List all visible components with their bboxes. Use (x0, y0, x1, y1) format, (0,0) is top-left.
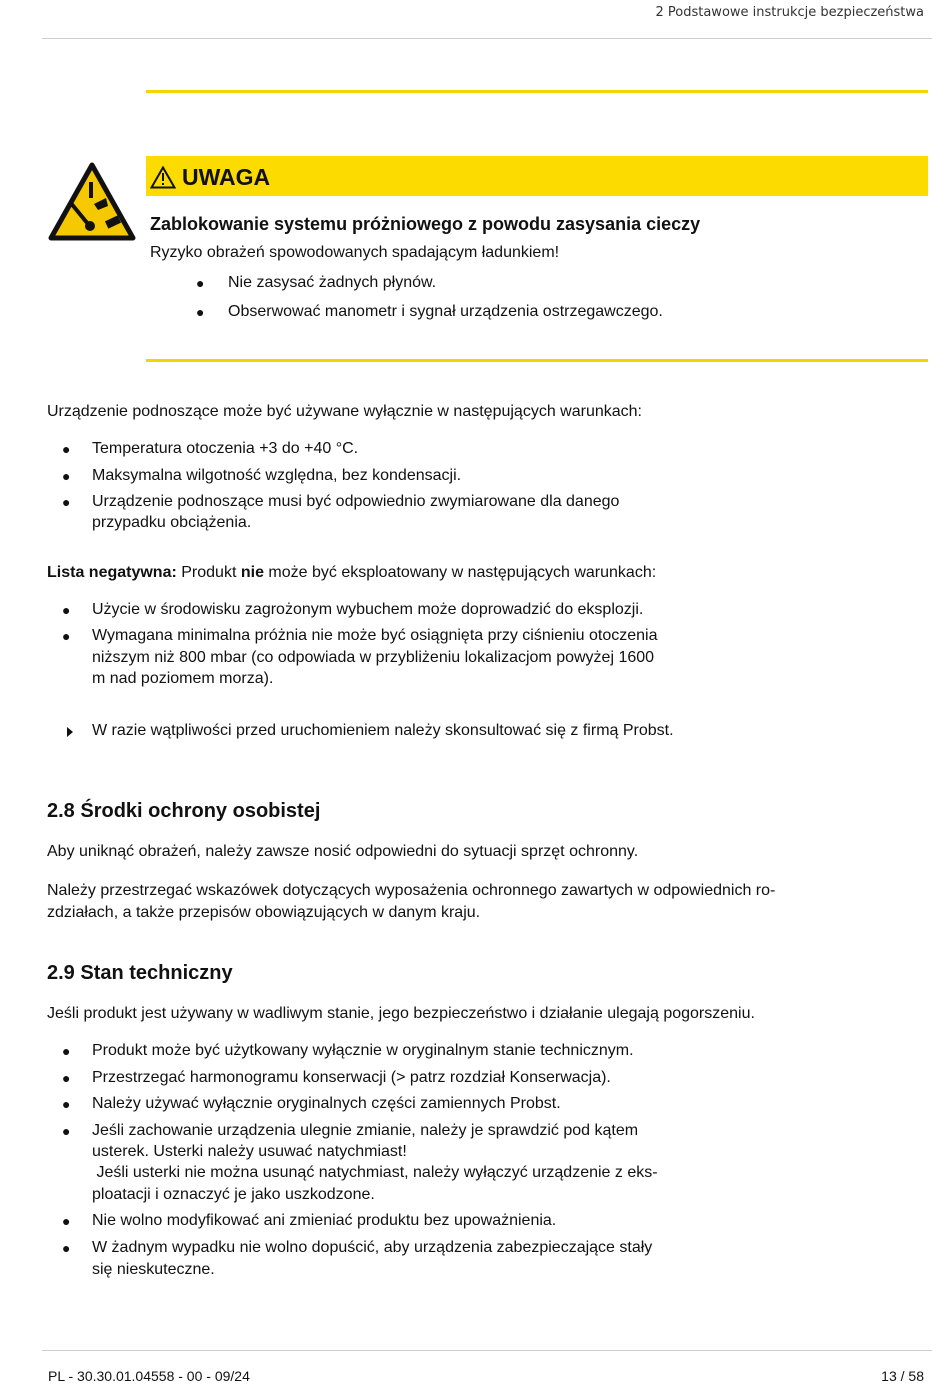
list-item-continuation: ploatacji i oznaczyć je jako uszkodzone. (92, 1186, 375, 1203)
warning-top-rule (146, 90, 928, 93)
list-item-continuation: się nieskuteczne. (92, 1261, 215, 1278)
warning-triangle-icon (150, 166, 176, 189)
running-header: 2 Podstawowe instrukcje bezpieczeństwa (655, 5, 924, 20)
bullet-icon: ● (62, 602, 71, 618)
negative-emphasis: nie (240, 564, 264, 581)
bullet-icon: ● (62, 1123, 71, 1139)
arrow-right-icon (66, 725, 74, 743)
warning-title: UWAGA (182, 164, 271, 190)
conditions-intro: Urządzenie podnoszące może być używane wyłącznie w następujących warunkach: (47, 403, 642, 420)
warning-risk: Ryzyko obrażeń spowodowanych spadającym ładunkiem! (150, 244, 560, 261)
list-item: Wymagana minimalna próżnia nie może być osiągnięta przy ciśnieniu otoczenia (92, 627, 658, 644)
bullet-icon: ● (62, 1213, 71, 1229)
list-item: Użycie w środowisku zagrożonym wybuchem może doprowadzić do eksplozji. (92, 601, 644, 618)
section-heading: 2.9 Stan techniczny (47, 962, 233, 984)
bullet-icon: ● (62, 1043, 71, 1059)
list-item: Produkt może być użytkowany wyłącznie w oryginalnym stanie technicznym. (92, 1042, 634, 1059)
warning-heading: Zablokowanie systemu próżniowego z powodu zasysania cieczy (150, 214, 701, 234)
bullet-icon: ● (196, 304, 205, 320)
bullet-icon: ● (62, 1096, 71, 1112)
list-item-continuation: m nad poziomem morza). (92, 670, 274, 687)
action-instruction: W razie wątpliwości przed uruchomieniem należy skonsultować się z firmą Probst. (92, 722, 674, 739)
footer-divider (42, 1350, 932, 1351)
bullet-icon: ● (62, 628, 71, 644)
list-item-continuation: Jeśli usterki nie można usunąć natychmiast, należy wyłączyć urządzenie z eks- (92, 1164, 658, 1181)
list-item: Przestrzegać harmonogramu konserwacji (> patrz rozdział Konserwacja). (92, 1069, 611, 1086)
paragraph-continuation: zdziałach, a także przepisów obowiązujących w danym kraju. (47, 904, 481, 921)
bullet-icon: ● (62, 1070, 71, 1086)
warning-item: Obserwować manometr i sygnał urządzenia ostrzegawczego. (228, 303, 663, 320)
warning-item: Nie zasysać żadnych płynów. (228, 274, 437, 291)
section-heading: 2.8 Środki ochrony osobistej (47, 800, 321, 822)
paragraph: Jeśli produkt jest używany w wadliwym stanie, jego bezpieczeństwo i działanie ulegają pogorszeniu. (47, 1005, 755, 1022)
list-item: Temperatura otoczenia +3 do +40 °C. (92, 440, 359, 457)
list-item-continuation: usterek. Usterki należy usuwać natychmiast! (92, 1143, 407, 1160)
list-item: W żadnym wypadku nie wolno dopuścić, aby urządzenia zabezpieczające stały (92, 1239, 653, 1256)
falling-load-hazard-icon (48, 162, 136, 247)
warning-title-bar (146, 156, 928, 196)
paragraph: Aby uniknąć obrażeń, należy zawsze nosić odpowiedni do sytuacji sprzęt ochronny. (47, 843, 639, 860)
negative-list-label: Lista negatywna: (47, 564, 177, 581)
paragraph: Należy przestrzegać wskazówek dotyczących wyposażenia ochronnego zawartych w odpowiednich ro- (47, 882, 776, 899)
list-item: Nie wolno modyfikować ani zmieniać produktu bez upoważnienia. (92, 1212, 557, 1229)
list-item: Jeśli zachowanie urządzenia ulegnie zmianie, należy je sprawdzić pod kątem (92, 1122, 639, 1139)
page-number: 13 / 58 (881, 1368, 924, 1384)
list-item: Urządzenie podnoszące musi być odpowiednio zwymiarowane dla danego (92, 493, 620, 510)
bullet-icon: ● (62, 468, 71, 484)
document-number: PL - 30.30.01.04558 - 00 - 09/24 (48, 1368, 250, 1384)
header-divider (42, 38, 932, 39)
list-item: Maksymalna wilgotność względna, bez kondensacji. (92, 467, 462, 484)
list-item: Należy używać wyłącznie oryginalnych części zamiennych Probst. (92, 1095, 561, 1112)
negative-list-intro: Lista negatywna: Produkt nie może być eksploatowany w następujących warunkach: (47, 564, 657, 581)
bullet-icon: ● (196, 275, 205, 291)
warning-bottom-rule (146, 359, 928, 362)
list-item-continuation: niższym niż 800 mbar (co odpowiada w przybliżeniu lokalizacjom powyżej 1600 (92, 649, 655, 666)
bullet-icon: ● (62, 494, 71, 510)
list-item-continuation: przypadku obciążenia. (92, 514, 252, 531)
bullet-icon: ● (62, 441, 71, 457)
bullet-icon: ● (62, 1240, 71, 1256)
